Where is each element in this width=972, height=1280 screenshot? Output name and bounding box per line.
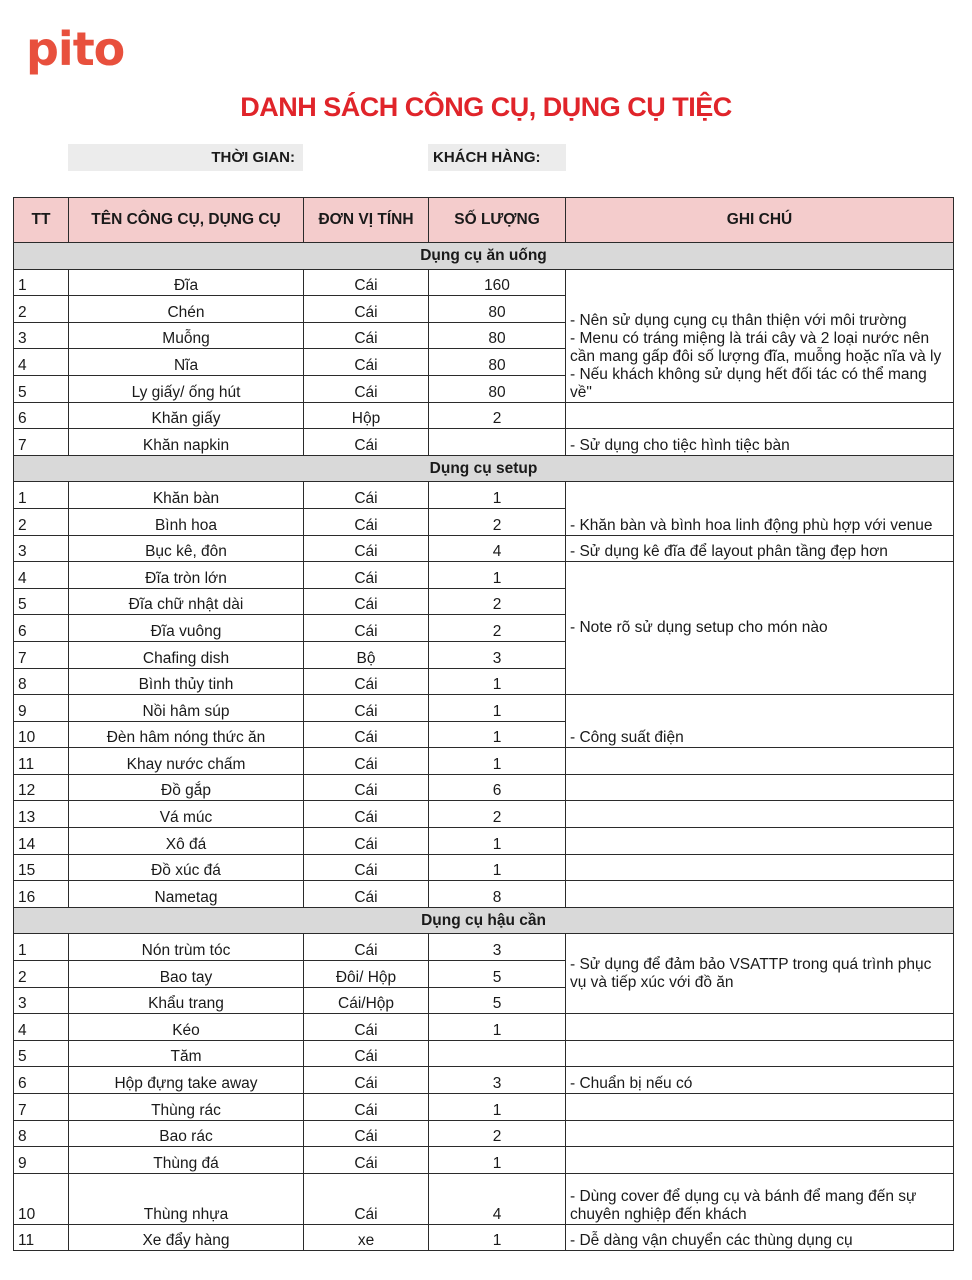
section-row [14,455,954,482]
header-name: TÊN CÔNG CỤ, DỤNG CỤ [69,198,304,243]
note-line: - Công suất điện [570,729,684,747]
note-line: - Note rõ sử dụng setup cho món nào [570,619,828,637]
table-row [14,1014,954,1041]
item-number: 1 [14,482,69,509]
item-quantity: 80 [429,349,566,376]
item-unit: Cái [304,508,429,535]
item-number: 5 [14,375,69,402]
item-number: 7 [14,641,69,668]
item-number: 13 [14,801,69,828]
note-line: - Dễ dàng vận chuyển các thùng dụng cụ [570,1232,853,1250]
table-row [14,482,954,509]
item-number: 4 [14,349,69,376]
item-number: 16 [14,881,69,908]
item-note [566,881,954,908]
table-row [14,429,954,456]
item-quantity: 2 [429,1120,566,1147]
item-name: Khăn giấy [69,402,304,429]
table-header-row [14,198,954,243]
table-row [14,854,954,881]
item-quantity: 8 [429,881,566,908]
item-number: 3 [14,535,69,562]
item-unit: xe [304,1224,429,1251]
item-number: 15 [14,854,69,881]
item-number: 5 [14,588,69,615]
item-number: 8 [14,668,69,695]
item-note [566,562,954,695]
tools-table [13,197,954,1251]
item-quantity: 1 [429,482,566,509]
item-unit: Đôi/ Hộp [304,961,429,988]
item-number: 4 [14,562,69,589]
item-name: Nón trùm tóc [69,934,304,961]
item-name: Chafing dish [69,641,304,668]
item-quantity: 1 [429,1094,566,1121]
table-row [14,881,954,908]
item-name: Bình hoa [69,508,304,535]
item-quantity: 4 [429,1173,566,1224]
item-name: Hộp đựng take away [69,1067,304,1094]
item-name: Muỗng [69,322,304,349]
item-name: Đèn hâm nóng thức ăn [69,721,304,748]
item-number: 12 [14,774,69,801]
item-unit: Cái [304,668,429,695]
item-name: Khay nước chấm [69,748,304,775]
item-number: 2 [14,296,69,323]
table-row [14,1147,954,1174]
table-row [14,1067,954,1094]
item-note [566,854,954,881]
client-label: KHÁCH HÀNG: [428,144,566,171]
item-quantity: 1 [429,828,566,855]
item-unit: Cái [304,1067,429,1094]
item-name: Đồ gắp [69,774,304,801]
header-note: GHI CHÚ [566,198,954,243]
item-number: 6 [14,615,69,642]
section-row [14,243,954,270]
item-note [566,429,954,456]
table-body [14,243,954,1251]
item-name: Ly giấy/ ống hút [69,375,304,402]
item-number: 10 [14,721,69,748]
item-quantity: 6 [429,774,566,801]
item-number: 9 [14,1147,69,1174]
table-row [14,695,954,722]
item-name: Thùng rác [69,1094,304,1121]
table-row [14,535,954,562]
item-note [566,1014,954,1041]
item-name: Xô đá [69,828,304,855]
item-quantity: 1 [429,721,566,748]
item-name: Khăn bàn [69,482,304,509]
item-number: 10 [14,1173,69,1224]
item-number: 6 [14,402,69,429]
item-name: Đĩa vuông [69,615,304,642]
item-quantity: 2 [429,508,566,535]
item-unit: Cái [304,881,429,908]
item-note [566,482,954,535]
item-unit: Bộ [304,641,429,668]
item-note [566,1147,954,1174]
item-quantity: 1 [429,1147,566,1174]
item-name: Đồ xúc đá [69,854,304,881]
item-quantity: 2 [429,801,566,828]
item-note [566,774,954,801]
item-unit: Cái [304,429,429,456]
note-line: - Nếu khách không sử dụng hết đối tác có thể mang về" [570,365,927,401]
item-unit: Cái [304,828,429,855]
table-row [14,269,954,296]
table-row [14,402,954,429]
item-unit: Cái [304,1014,429,1041]
section-title: Dụng cụ ăn uống [14,243,954,270]
header-tt: TT [14,198,69,243]
item-quantity: 80 [429,375,566,402]
item-unit: Cái [304,588,429,615]
item-number: 7 [14,429,69,456]
item-name: Nametag [69,881,304,908]
time-label: THỜI GIAN: [68,144,303,171]
item-number: 2 [14,508,69,535]
item-unit: Cái [304,1120,429,1147]
item-name: Bục kê, đôn [69,535,304,562]
item-quantity: 5 [429,987,566,1014]
note-line: - Dùng cover để dụng cụ và bánh để mang đến sự chuyên nghiệp đến khách [570,1187,917,1223]
item-unit: Cái [304,615,429,642]
item-name: Vá múc [69,801,304,828]
note-line: - Chuẩn bị nếu có [570,1075,693,1092]
section-row [14,907,954,934]
table-row [14,1224,954,1251]
item-unit: Cái [304,296,429,323]
item-unit: Cái/Hộp [304,987,429,1014]
item-number: 9 [14,695,69,722]
item-name: Bao rác [69,1120,304,1147]
item-quantity: 4 [429,535,566,562]
item-quantity: 1 [429,668,566,695]
item-name: Khăn napkin [69,429,304,456]
item-note [566,269,954,402]
item-unit: Cái [304,322,429,349]
item-number: 6 [14,1067,69,1094]
item-unit: Cái [304,774,429,801]
item-quantity: 160 [429,269,566,296]
item-name: Nồi hâm súp [69,695,304,722]
item-name: Đĩa chữ nhật dài [69,588,304,615]
item-name: Thùng nhựa [69,1173,304,1224]
item-unit: Cái [304,269,429,296]
item-unit: Cái [304,1040,429,1067]
item-number: 7 [14,1094,69,1121]
item-name: Kéo [69,1014,304,1041]
item-name: Tăm [69,1040,304,1067]
section-title: Dụng cụ setup [14,455,954,482]
item-number: 5 [14,1040,69,1067]
table-row [14,1120,954,1147]
item-note [566,535,954,562]
item-quantity [429,1040,566,1067]
item-quantity: 80 [429,322,566,349]
item-number: 3 [14,322,69,349]
item-note [566,1040,954,1067]
document-title: DANH SÁCH CÔNG CỤ, DỤNG CỤ TIỆC [240,92,732,122]
item-quantity: 1 [429,1224,566,1251]
item-number: 3 [14,987,69,1014]
item-number: 8 [14,1120,69,1147]
item-quantity: 2 [429,588,566,615]
item-unit: Cái [304,854,429,881]
item-note [566,1224,954,1251]
item-note [566,1120,954,1147]
item-name: Xe đẩy hàng [69,1224,304,1251]
item-unit: Cái [304,1094,429,1121]
note-line: - Khăn bàn và bình hoa linh động phù hợp với venue [570,516,933,534]
item-note [566,1094,954,1121]
item-quantity: 1 [429,854,566,881]
item-number: 14 [14,828,69,855]
header-quantity: SỐ LƯỢNG [429,198,566,243]
item-unit: Cái [304,1147,429,1174]
item-name: Bao tay [69,961,304,988]
item-number: 11 [14,748,69,775]
item-quantity: 5 [429,961,566,988]
item-note [566,402,954,429]
item-note [566,934,954,1014]
item-note [566,748,954,775]
item-quantity: 1 [429,1014,566,1041]
item-name: Đĩa [69,269,304,296]
item-unit: Cái [304,562,429,589]
table-row [14,1040,954,1067]
item-unit: Cái [304,482,429,509]
item-name: Nĩa [69,349,304,376]
section-title: Dụng cụ hậu cần [14,907,954,934]
item-name: Thùng đá [69,1147,304,1174]
item-note [566,801,954,828]
note-line: - Sử dụng cho tiệc hình tiệc bàn [570,436,790,454]
item-quantity: 2 [429,615,566,642]
table-row [14,1173,954,1224]
item-quantity [429,429,566,456]
table-row [14,934,954,961]
table-row [14,1094,954,1121]
item-note [566,1067,954,1094]
note-line: - Nên sử dụng cụng cụ thân thiện với môi trường [570,311,907,329]
item-name: Khẩu trang [69,987,304,1014]
table-row [14,801,954,828]
item-quantity: 2 [429,402,566,429]
item-number: 1 [14,934,69,961]
item-quantity: 3 [429,641,566,668]
item-unit: Cái [304,695,429,722]
item-unit: Hộp [304,402,429,429]
item-unit: Cái [304,748,429,775]
note-line: - Menu có tráng miệng là trái cây và 2 loại nước nên cần mang gấp đôi số lượng đĩa, muỗng hoặc nĩa và ly [570,329,942,365]
item-unit: Cái [304,535,429,562]
table-row [14,774,954,801]
item-number: 2 [14,961,69,988]
item-unit: Cái [304,1173,429,1224]
table-row [14,562,954,589]
item-unit: Cái [304,349,429,376]
item-note [566,1173,954,1224]
item-unit: Cái [304,801,429,828]
item-name: Đĩa tròn lớn [69,562,304,589]
item-unit: Cái [304,721,429,748]
item-unit: Cái [304,934,429,961]
table-row [14,828,954,855]
item-number: 1 [14,269,69,296]
item-name: Chén [69,296,304,323]
item-quantity: 3 [429,934,566,961]
item-quantity: 3 [429,1067,566,1094]
item-number: 4 [14,1014,69,1041]
item-name: Bình thủy tinh [69,668,304,695]
item-unit: Cái [304,375,429,402]
item-quantity: 80 [429,296,566,323]
note-line: - Sử dụng kê đĩa để layout phân tầng đẹp hơn [570,543,888,561]
item-number: 11 [14,1224,69,1251]
item-note [566,695,954,748]
item-note [566,828,954,855]
item-quantity: 1 [429,695,566,722]
item-quantity: 1 [429,562,566,589]
table-row [14,748,954,775]
item-quantity: 1 [429,748,566,775]
pito-logo: pito [26,22,125,76]
header-unit: ĐƠN VỊ TÍNH [304,198,429,243]
note-line: - Sử dụng để đảm bảo VSATTP trong quá trình phục vụ và tiếp xúc với đồ ăn [570,955,932,991]
